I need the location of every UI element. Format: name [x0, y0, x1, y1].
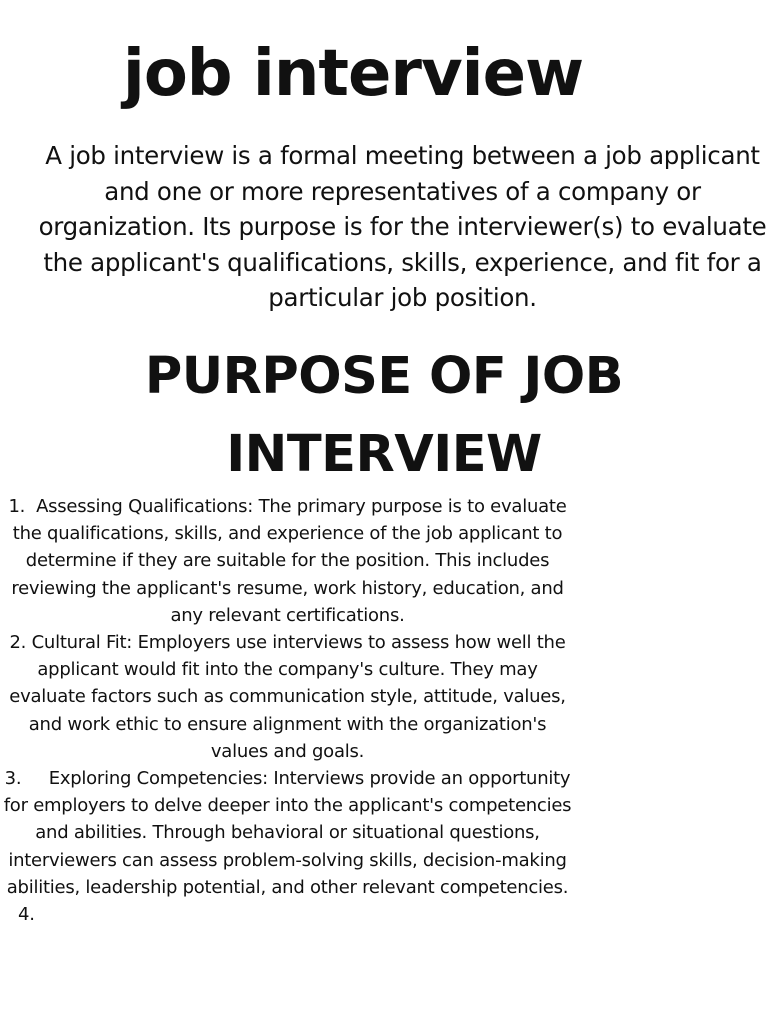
purpose-list [0, 493, 575, 928]
list-item-number: 4. [18, 904, 35, 926]
list-item-number: 1. [8, 496, 37, 517]
list-item-text: Assessing Qualifications: The primary purpose is to evaluate the qualifications, skills, and experience of the job applicant to determine if they are suitable for the position. This includes reviewing the applicant's resume, work history, education, and any relevant certifications. [11, 496, 567, 626]
page-title: job interview [122, 37, 584, 111]
section-heading: PURPOSE OF JOB INTERVIEW [144, 347, 624, 484]
list-item-number: 3. [4, 768, 49, 790]
intro-paragraph: A job interview is a formal meeting between a job applicant and one or more representatives of a company or organization. Its purpose is for the interviewer(s) to evaluate the applicant's qualifications, skills, experience, and fit for a particular job position. [38, 141, 767, 312]
list-item [0, 493, 575, 629]
list-item [0, 765, 575, 901]
list-item [0, 901, 575, 928]
list-item-number: 2. [9, 632, 32, 654]
list-item-text: Cultural Fit: Employers use interviews to assess how well the applicant would fit into the company's culture. They may evaluate factors such as communication style, attitude, values, and work ethic to ensure alignment with the organization's values and goals. [9, 632, 566, 762]
list-item-text: Exploring Competencies: Interviews provide an opportunity for employers to delve deeper into the applicant's competencies and abilities. Through behavioral or situational questions, interviewers can assess problem-solving skills, decision-making abilities, leadership potential, and other relevant competencies. [3, 768, 572, 898]
list-item [0, 629, 575, 765]
